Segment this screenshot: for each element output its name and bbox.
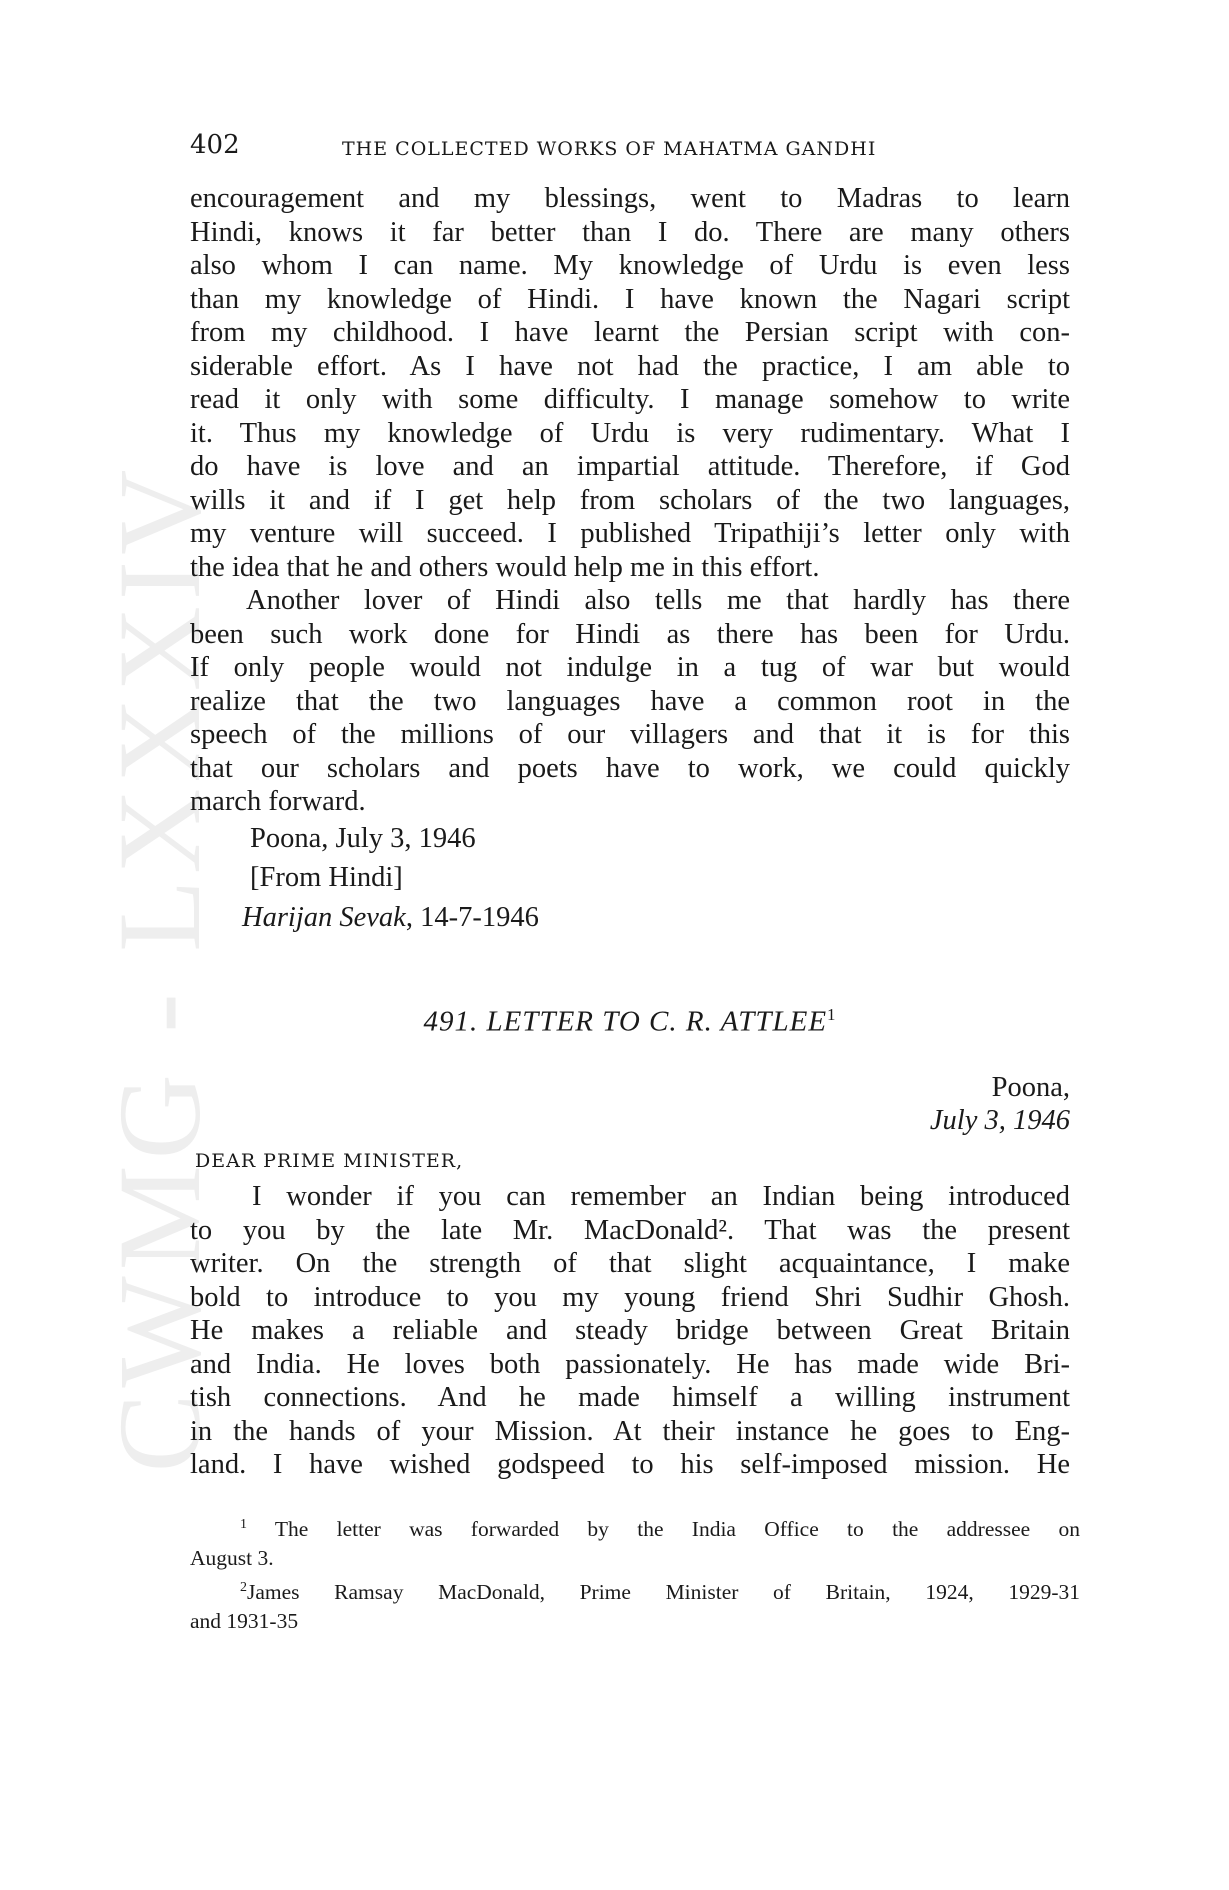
- text-line: tish connections. And he made himself a willing instrument: [190, 1382, 1070, 1413]
- text-line: that our scholars and poets have to work, we could quickly: [190, 752, 1070, 784]
- text-line: He makes a reliable and steady bridge between Great Britain: [190, 1315, 1070, 1346]
- text-line: and India. He loves both passionately. He has made wide Bri-: [190, 1348, 1070, 1380]
- text-line: Hindi, knows it far better than I do. There are many others: [190, 216, 1070, 248]
- footnotes: [190, 1510, 1080, 1636]
- letter-place: Poona,: [991, 1072, 1070, 1103]
- letter-heading: [190, 1005, 1070, 1039]
- footnote-line: August 3.: [190, 1546, 274, 1571]
- text-line: march forward.: [190, 786, 366, 817]
- letter-title: 491. LETTER TO C. R. ATTLEE: [423, 1005, 828, 1038]
- publication-name: Harijan Sevak: [242, 902, 406, 933]
- text-line: from my childhood. I have learnt the Persian script with con-: [190, 317, 1070, 348]
- footnote-text: James Ramsay MacDonald, Prime Minister of Britain, 1924, 1929-31: [247, 1580, 1080, 1605]
- salutation: DEAR PRIME MINISTER,: [195, 1150, 464, 1172]
- footnote-marker: 1: [240, 1517, 247, 1532]
- dateline: Poona, July 3, 1946: [250, 823, 476, 854]
- running-head: THE COLLECTED WORKS OF MAHATMA GANDHI: [342, 138, 877, 160]
- text-line: speech of the millions of our villagers and that it is for this: [190, 719, 1070, 750]
- publication-citation: [242, 902, 539, 934]
- text-line: than my knowledge of Hindi. I have known the Nagari script: [190, 283, 1070, 315]
- footnote-text: The letter was forwarded by the India Office to the addressee on: [274, 1517, 1080, 1542]
- footnote-line: [190, 1510, 1080, 1544]
- footnote-line: and 1931-35: [190, 1609, 299, 1634]
- text-line: in the hands of your Mission. At their instance he goes to Eng-: [190, 1415, 1070, 1447]
- text-line: read it only with some difficulty. I manage somehow to write: [190, 384, 1070, 415]
- text-line: encouragement and my blessings, went to Madras to learn: [190, 183, 1070, 214]
- text-line: writer. On the strength of that slight acquaintance, I make: [190, 1248, 1070, 1279]
- publication-date: , 14-7-1946: [405, 902, 539, 933]
- text-line: If only people would not indulge in a tug of war but would: [190, 652, 1070, 683]
- paragraph-2: [190, 584, 1070, 819]
- text-line: do have is love and an impartial attitude. Therefore, if God: [190, 451, 1070, 482]
- text-line: wills it and if I get help from scholars of the two languages,: [190, 484, 1070, 516]
- text-line: it. Thus my knowledge of Urdu is very rudimentary. What I: [190, 417, 1070, 449]
- text-line: the idea that he and others would help me in this effort.: [190, 551, 820, 583]
- source-note: [From Hindi]: [250, 862, 403, 893]
- footnote-2: [190, 1573, 1080, 1636]
- letter-date: July 3, 1946: [929, 1105, 1070, 1136]
- page-number: 402: [190, 130, 240, 160]
- paragraph-1: [190, 182, 1070, 584]
- watermark: CWMG - LXXXIV: [94, 463, 225, 1473]
- footnote-1: [190, 1510, 1080, 1573]
- text-line: also whom I can name. My knowledge of Urdu is even less: [190, 250, 1070, 281]
- text-line: Another lover of Hindi also tells me that hardly has there: [246, 585, 1070, 616]
- page-header: [190, 130, 1070, 170]
- text-line: realize that the two languages have a common root in the: [190, 685, 1070, 717]
- letter-body: [190, 1180, 1070, 1482]
- footnote-line: [190, 1573, 1080, 1607]
- text-line: siderable effort. As I have not had the practice, I am able to: [190, 350, 1070, 382]
- footnote-ref: 1: [827, 1005, 837, 1024]
- text-line: land. I have wished godspeed to his self-imposed mission. He: [190, 1449, 1070, 1480]
- text-line: to you by the late Mr. MacDonald². That was the present: [190, 1214, 1070, 1246]
- text-line: bold to introduce to you my young friend Shri Sudhir Ghosh.: [190, 1281, 1070, 1313]
- text-line: been such work done for Hindi as there has been for Urdu.: [190, 618, 1070, 650]
- text-line: I wonder if you can remember an Indian being introduced: [252, 1181, 1070, 1212]
- footnote-marker: 2: [240, 1580, 247, 1596]
- text-line: my venture will succeed. I published Tripathiji’s letter only with: [190, 518, 1070, 549]
